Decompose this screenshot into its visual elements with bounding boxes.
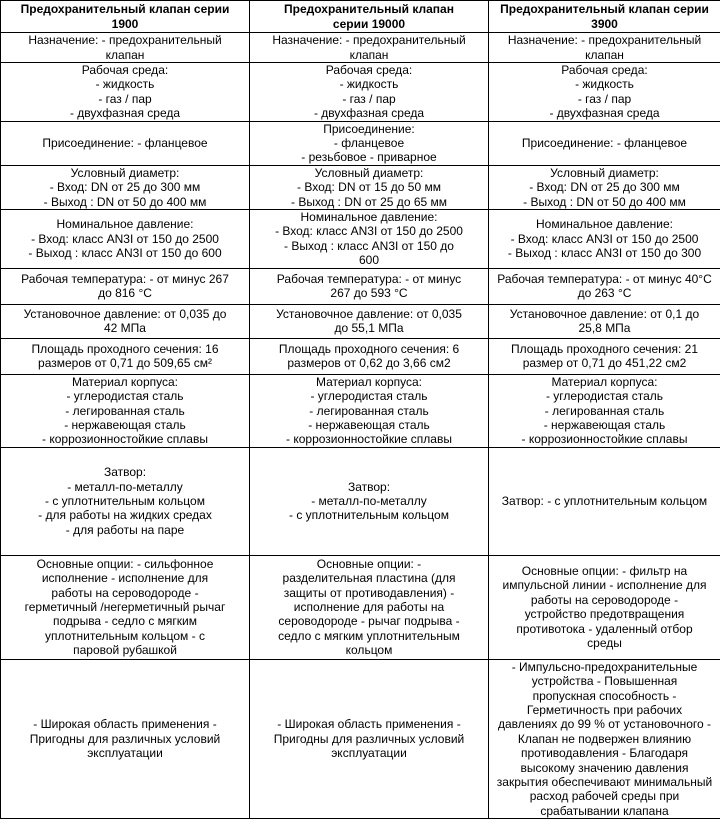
cell-line: - двухфазная среда	[3, 106, 247, 120]
cell-line: до 263 °С	[491, 286, 718, 300]
cell-line: Основные опции: - сильфонное	[3, 557, 247, 571]
cell-line: герметичный /негерметичный рычаг	[3, 600, 247, 614]
cell-line: Клапан не подвержен влиянию	[491, 732, 718, 746]
cell-line: - Выход : класс AN3I от 150 до	[252, 239, 486, 253]
cell-line: пропускная способность -	[491, 689, 718, 703]
cell-line: клапан	[252, 48, 486, 62]
cell-line: Герметичность при рабочих	[491, 703, 718, 717]
table-cell	[489, 121, 720, 165]
cell-line: Назначение: - предохранительный	[252, 33, 486, 47]
table-cell	[250, 659, 489, 818]
cell-line: - жидкость	[491, 77, 718, 91]
table-cell	[250, 210, 489, 269]
table-cell	[1, 659, 250, 818]
cell-line: - коррозионностойкие сплавы	[252, 432, 486, 446]
cell-line: Установочное давление: от 0,035 до	[3, 307, 247, 321]
table-cell	[489, 165, 720, 209]
cell-line: исполнение - исполнение для	[3, 571, 247, 585]
cell-line: работы на сероводороде -	[3, 586, 247, 600]
cell-line: - Широкая область применения -	[3, 717, 247, 731]
cell-line: - легированная сталь	[252, 404, 486, 418]
cell-line: разделительная пластина (для	[252, 571, 486, 585]
table-row	[1, 555, 720, 659]
cell-line: - Широкая область применения -	[252, 717, 486, 731]
cell-line: Номинальное давление:	[3, 217, 247, 231]
cell-line: - легированная сталь	[491, 404, 718, 418]
cell-line: - нержавеющая сталь	[252, 418, 486, 432]
cell-line: Затвор: - с уплотнительным кольцом	[491, 494, 718, 508]
table-cell	[1, 33, 250, 63]
cell-line: - Выход : класс AN3I от 150 до 300	[491, 246, 718, 260]
cell-line: - Вход: DN от 25 до 300 мм	[3, 180, 247, 194]
cell-line: серии 19000	[252, 17, 486, 31]
cell-line: - газ / пар	[3, 92, 247, 106]
cell-line: - резьбовое - приварное	[252, 150, 486, 164]
table-row	[1, 63, 720, 122]
cell-line: - коррозионностойкие сплавы	[491, 432, 718, 446]
cell-line: Материал корпуса:	[252, 375, 486, 389]
table-row	[1, 210, 720, 269]
cell-line: Площадь проходного сечения: 6	[252, 342, 486, 356]
cell-line: - Вход: класс AN3I от 150 до 2500	[3, 232, 247, 246]
cell-line: клапан	[3, 48, 247, 62]
cell-line: Присоединение: - фланцевое	[491, 136, 718, 150]
table-row	[1, 304, 720, 338]
cell-line: Рабочая среда:	[3, 63, 247, 77]
cell-line: Предохранительный клапан	[252, 2, 486, 16]
cell-line: - углеродистая сталь	[3, 389, 247, 403]
table-cell	[489, 555, 720, 659]
cell-line: кольцом	[252, 643, 486, 657]
cell-line: паровой рубашкой	[3, 643, 247, 657]
cell-line: Основные опции: -	[252, 557, 486, 571]
table-cell	[250, 63, 489, 122]
cell-line: импульсной линии - исполнение для	[491, 578, 718, 592]
cell-line: Рабочая среда:	[491, 63, 718, 77]
cell-line: - Вход: класс AN3I от 150 до 2500	[491, 232, 718, 246]
cell-line: - Выход : DN от 50 до 400 мм	[491, 195, 718, 209]
cell-line: - углеродистая сталь	[491, 389, 718, 403]
cell-line: Материал корпуса:	[491, 375, 718, 389]
cell-line: Площадь проходного сечения: 21	[491, 342, 718, 356]
cell-line: уплотнительным кольцом - с	[3, 629, 247, 643]
cell-line: исполнение для работы на	[252, 600, 486, 614]
column-header-2	[250, 1, 489, 33]
table-cell	[489, 268, 720, 304]
table-cell	[250, 447, 489, 555]
cell-line: - Импульсно-предохранительные	[491, 660, 718, 674]
table-cell	[489, 338, 720, 374]
cell-line: противотока - удаленный отбор	[491, 622, 718, 636]
cell-line: - Выход : DN от 50 до 400 мм	[3, 195, 247, 209]
cell-line: Затвор:	[252, 480, 486, 494]
cell-line: среды	[491, 636, 718, 650]
header-row	[1, 1, 720, 33]
cell-line: - жидкость	[3, 77, 247, 91]
cell-line: - фланцевое	[252, 136, 486, 150]
cell-line: Затвор:	[3, 465, 247, 479]
table-cell	[489, 304, 720, 338]
column-header-1	[1, 1, 250, 33]
cell-line: расход рабочей среды при	[491, 789, 718, 803]
cell-line: 25,8 МПа	[491, 321, 718, 335]
cell-line: - Выход : DN от 25 до 65 мм	[252, 195, 486, 209]
table-cell	[250, 304, 489, 338]
table-row	[1, 165, 720, 209]
cell-line: - нержавеющая сталь	[491, 418, 718, 432]
table-cell	[1, 304, 250, 338]
table-cell	[250, 338, 489, 374]
table-cell	[1, 268, 250, 304]
table-row	[1, 33, 720, 63]
cell-line: сероводороде - рычаг подрыва -	[252, 614, 486, 628]
cell-line: эксплуатации	[252, 746, 486, 760]
cell-line: Условный диаметр:	[491, 166, 718, 180]
table-cell	[250, 374, 489, 447]
cell-line: Рабочая температура: - от минус 267	[3, 272, 247, 286]
cell-line: размеров от 0,62 до 3,66 см2	[252, 356, 486, 370]
cell-line: - Вход: DN от 25 до 300 мм	[491, 180, 718, 194]
cell-line: Пригодны для различных условий	[252, 732, 486, 746]
table-cell	[1, 447, 250, 555]
table-row	[1, 338, 720, 374]
cell-line: - с уплотнительным кольцом	[252, 508, 486, 522]
table-body	[1, 1, 720, 819]
cell-line: клапан	[491, 48, 718, 62]
cell-line: Назначение: - предохранительный	[3, 33, 247, 47]
column-header-3	[489, 1, 720, 33]
table-cell	[489, 447, 720, 555]
cell-line: 267 до 593 °С	[252, 286, 486, 300]
cell-line: - двухфазная среда	[491, 106, 718, 120]
table-row	[1, 659, 720, 818]
table-cell	[1, 121, 250, 165]
cell-line: устройство предотвращения	[491, 607, 718, 621]
cell-line: размер от 0,71 до 451,22 см2	[491, 356, 718, 370]
cell-line: защиты от противодавления) -	[252, 586, 486, 600]
table-cell	[250, 121, 489, 165]
cell-line: Условный диаметр:	[252, 166, 486, 180]
cell-line: - двухфазная среда	[252, 106, 486, 120]
cell-line: Пригодны для различных условий	[3, 732, 247, 746]
table-cell	[1, 210, 250, 269]
table-cell	[250, 555, 489, 659]
table-row	[1, 447, 720, 555]
cell-line: - для работы на паре	[3, 523, 247, 537]
cell-line: Площадь проходного сечения: 16	[3, 342, 247, 356]
table-cell	[489, 210, 720, 269]
table-cell	[1, 555, 250, 659]
cell-line: 42 МПа	[3, 321, 247, 335]
cell-line: 600	[252, 253, 486, 267]
cell-line: - углеродистая сталь	[252, 389, 486, 403]
cell-line: - газ / пар	[252, 92, 486, 106]
table-row	[1, 268, 720, 304]
cell-line: 1900	[3, 17, 247, 31]
cell-line: - для работы на жидких средах	[3, 508, 247, 522]
cell-line: - легированная сталь	[3, 404, 247, 418]
cell-line: Рабочая среда:	[252, 63, 486, 77]
cell-line: - нержавеющая сталь	[3, 418, 247, 432]
table-cell	[1, 63, 250, 122]
cell-line: эксплуатации	[3, 746, 247, 760]
cell-line: срабатывании клапана	[491, 804, 718, 818]
cell-line: Рабочая температура: - от минус	[252, 272, 486, 286]
cell-line: Присоединение: - фланцевое	[3, 136, 247, 150]
cell-line: - коррозионностойкие сплавы	[3, 432, 247, 446]
cell-line: Материал корпуса:	[3, 375, 247, 389]
cell-line: Установочное давление: от 0,1 до	[491, 307, 718, 321]
cell-line: размеров от 0,71 до 509,65 см²	[3, 356, 247, 370]
cell-line: - газ / пар	[491, 92, 718, 106]
cell-line: подрыва - седло с мягким	[3, 614, 247, 628]
cell-line: - с уплотнительным кольцом	[3, 494, 247, 508]
cell-line: - Вход: класс AN3I от 150 до 2500	[252, 224, 486, 238]
cell-line: Присоединение:	[252, 122, 486, 136]
cell-line: - жидкость	[252, 77, 486, 91]
cell-line: закрытия обеспечивают минимальный	[491, 775, 718, 789]
table-cell	[250, 268, 489, 304]
cell-line: Условный диаметр:	[3, 166, 247, 180]
cell-line: 3900	[491, 17, 718, 31]
cell-line: - металл-по-металлу	[252, 494, 486, 508]
cell-line: высокому значению давления	[491, 761, 718, 775]
cell-line: Номинальное давление:	[491, 217, 718, 231]
table-cell	[1, 338, 250, 374]
cell-line: противодавления - Благодаря	[491, 746, 718, 760]
table-cell	[489, 63, 720, 122]
table-row	[1, 374, 720, 447]
table-cell	[489, 33, 720, 63]
cell-line: - металл-по-металлу	[3, 480, 247, 494]
cell-line: Рабочая температура: - от минус 40°С	[491, 272, 718, 286]
table-cell	[1, 374, 250, 447]
cell-line: - Вход: DN от 15 до 50 мм	[252, 180, 486, 194]
cell-line: Установочное давление: от 0,035	[252, 307, 486, 321]
table-row	[1, 121, 720, 165]
table-cell	[1, 165, 250, 209]
table-cell	[489, 659, 720, 818]
cell-line: Назначение: - предохранительный	[491, 33, 718, 47]
table-cell	[489, 374, 720, 447]
cell-line: до 55,1 МПа	[252, 321, 486, 335]
cell-line: Основные опции: - фильтр на	[491, 564, 718, 578]
table-cell	[250, 33, 489, 63]
cell-line: давлениях до 99 % от установочного -	[491, 717, 718, 731]
cell-line: Предохранительный клапан серии	[491, 2, 718, 16]
cell-line: - Выход : класс AN3I от 150 до 600	[3, 246, 247, 260]
cell-line: работы на сероводороде -	[491, 593, 718, 607]
cell-line: до 816 °С	[3, 286, 247, 300]
cell-line: Номинальное давление:	[252, 210, 486, 224]
cell-line: седло с мягким уплотнительным	[252, 629, 486, 643]
table-cell	[250, 165, 489, 209]
cell-line: устройства - Повышенная	[491, 674, 718, 688]
cell-line: Предохранительный клапан серии	[3, 2, 247, 16]
